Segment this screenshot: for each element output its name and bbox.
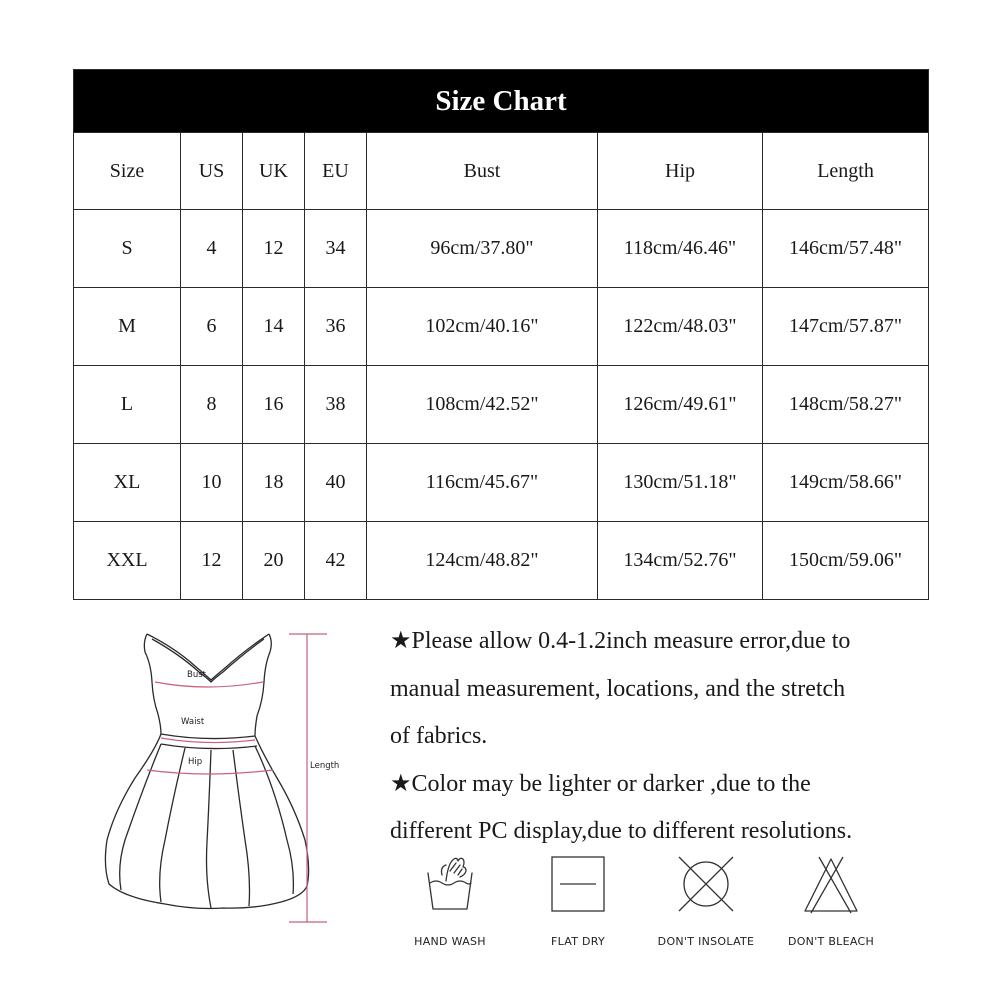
- waist-label: Waist: [181, 717, 205, 727]
- table-cell: 10: [181, 444, 243, 522]
- bust-line: [155, 682, 263, 687]
- table-cell: 40: [305, 444, 367, 522]
- table-cell: 20: [243, 522, 305, 600]
- care-item-dont-bleach: [771, 853, 891, 948]
- table-cell: 42: [305, 522, 367, 600]
- note-line: ★Please allow 0.4-1.2inch measure error,due to: [390, 628, 851, 654]
- column-header: EU: [305, 133, 367, 210]
- table-cell: 34: [305, 210, 367, 288]
- dress-outline: [105, 634, 308, 909]
- note-line: of fabrics.: [390, 723, 488, 749]
- note-line: different PC display,due to different resolutions.: [390, 818, 853, 844]
- table-cell: 96cm/37.80": [367, 210, 598, 288]
- hip-label: Hip: [188, 757, 203, 767]
- table-cell: 130cm/51.18": [598, 444, 763, 522]
- table-cell: 36: [305, 288, 367, 366]
- column-header: Size: [74, 133, 181, 210]
- dont-bleach-icon: [801, 853, 861, 915]
- care-instructions: [395, 853, 915, 963]
- table-cell: 122cm/48.03": [598, 288, 763, 366]
- notes-text: [390, 618, 950, 856]
- table-cell: 8: [181, 366, 243, 444]
- care-label: DON'T INSOLATE: [657, 935, 755, 948]
- table-cell: 4: [181, 210, 243, 288]
- table-cell: 12: [243, 210, 305, 288]
- table-cell: 38: [305, 366, 367, 444]
- column-header: Length: [763, 133, 929, 210]
- table-cell: 146cm/57.48": [763, 210, 929, 288]
- length-label: Length: [310, 761, 340, 771]
- table-cell: 18: [243, 444, 305, 522]
- column-header: Bust: [367, 133, 598, 210]
- size-chart-table: [73, 69, 929, 600]
- table-cell: 148cm/58.27": [763, 366, 929, 444]
- table-row: [74, 366, 929, 444]
- table-row: [74, 210, 929, 288]
- dress-measurement-diagram: [95, 628, 355, 928]
- care-item-flat-dry: [518, 853, 638, 948]
- table-cell: 149cm/58.66": [763, 444, 929, 522]
- hand-wash-icon: [420, 853, 480, 915]
- size-chart-title: Size Chart: [74, 70, 929, 133]
- table-cell: 14: [243, 288, 305, 366]
- table-cell: XXL: [74, 522, 181, 600]
- care-label: HAND WASH: [414, 935, 486, 948]
- table-cell: 12: [181, 522, 243, 600]
- table-row: [74, 522, 929, 600]
- table-cell: XL: [74, 444, 181, 522]
- table-row: [74, 444, 929, 522]
- header-row: [74, 133, 929, 210]
- table-cell: L: [74, 366, 181, 444]
- column-header: US: [181, 133, 243, 210]
- table-cell: 16: [243, 366, 305, 444]
- table-cell: 124cm/48.82": [367, 522, 598, 600]
- note-line: ★Color may be lighter or darker ,due to the: [390, 770, 811, 797]
- bust-label: Bust: [187, 670, 206, 680]
- table-row: [74, 288, 929, 366]
- table-cell: 147cm/57.87": [763, 288, 929, 366]
- table-cell: 126cm/49.61": [598, 366, 763, 444]
- table-cell: S: [74, 210, 181, 288]
- table-cell: M: [74, 288, 181, 366]
- table-cell: 150cm/59.06": [763, 522, 929, 600]
- care-item-dont-insolate: [646, 853, 766, 948]
- care-label: FLAT DRY: [550, 935, 606, 948]
- dont-tumble-dry-icon: [673, 853, 739, 915]
- table-cell: 102cm/40.16": [367, 288, 598, 366]
- care-item-hand-wash: [390, 853, 510, 948]
- column-header: Hip: [598, 133, 763, 210]
- note-line: manual measurement, locations, and the stretch: [390, 675, 846, 702]
- table-cell: 118cm/46.46": [598, 210, 763, 288]
- table-cell: 134cm/52.76": [598, 522, 763, 600]
- table-cell: 116cm/45.67": [367, 444, 598, 522]
- care-label: DON'T BLEACH: [787, 935, 875, 948]
- flat-dry-icon: [548, 853, 608, 915]
- table-cell: 6: [181, 288, 243, 366]
- column-header: UK: [243, 133, 305, 210]
- table-cell: 108cm/42.52": [367, 366, 598, 444]
